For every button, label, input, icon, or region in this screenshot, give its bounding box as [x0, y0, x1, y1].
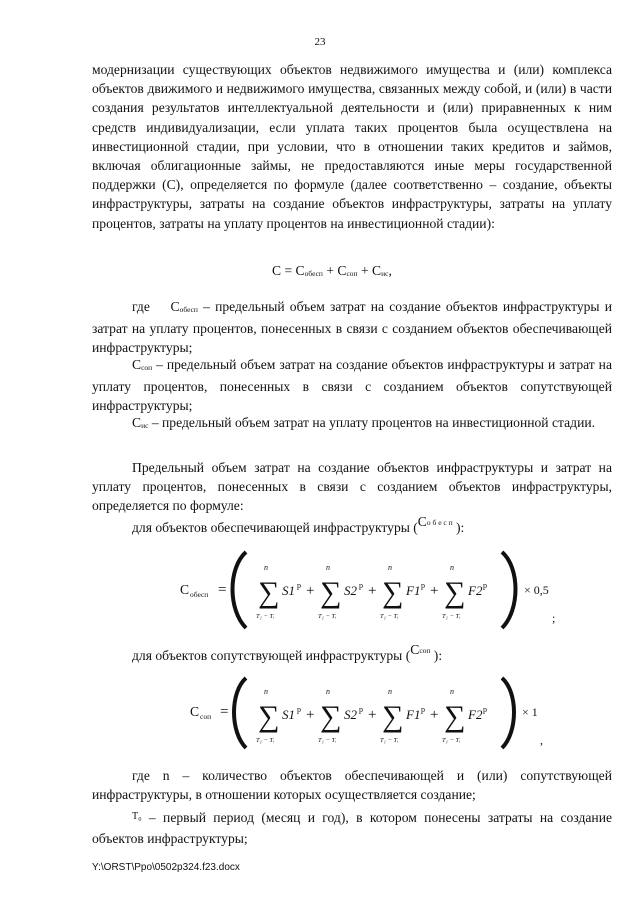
limit-paragraph: Предельный объем затрат на создание объектов инфраструктуры и затрат на уплату процентов, понесенных в связи с созданием объектов инфраструктуры, определяется по формуле:: [92, 460, 612, 514]
formula-obesp: [180, 546, 620, 634]
formula2-term-sup-0: p: [297, 705, 301, 714]
formula1-term-1: S2: [344, 583, 357, 598]
formula1-sum-upper-2: n: [388, 563, 392, 572]
definition-n: где n – количество объектов обеспечивающей и (или) сопутствующей инфраструктуры, в отношении которых осуществляется создание;: [92, 768, 612, 803]
formula2-sum-lower-1: T₁ − Tᵢ: [318, 737, 337, 744]
for-obesp-line: для объектов обеспечивающей инфраструктуры ($С^{о б е с п}$ ):: [132, 514, 465, 535]
page-number: 23: [314, 36, 326, 48]
formula1-term-sup-0: p: [297, 581, 301, 590]
formula2-term-sup-3: p: [483, 705, 487, 714]
formula2-sum-lower-3: T₁ − Tᵢ: [442, 737, 461, 744]
formula1-term-sup-3: p: [483, 581, 487, 590]
formula2-lhs: С: [190, 704, 200, 719]
formula1-mult: × 0,5: [524, 583, 549, 597]
formula2-sum-lower-2: T₁ − Tᵢ: [380, 737, 399, 744]
file-path-footer: Y:\ORST\Ppo\0502p324.f23.docx: [92, 862, 240, 873]
formula1-term-sup-1: p: [359, 581, 363, 590]
formula2-sum-lower-0: T₁ − Tᵢ: [256, 737, 275, 744]
formula1-right-paren: [502, 552, 516, 628]
formula2-sum-upper-0: n: [264, 687, 268, 696]
formula1-term-sup-2: p: [421, 581, 425, 590]
formula2-sum-upper-3: n: [450, 687, 454, 696]
formula1-plus-3: +: [430, 583, 439, 599]
formula2-lhs-sub: соп: [200, 712, 212, 721]
formula2-plus-1: +: [306, 707, 315, 723]
formula2-left-paren: [234, 678, 246, 748]
formula2-plus-3: +: [430, 707, 439, 723]
formula1-sum-lower-3: T₁ − Tᵢ: [442, 613, 461, 620]
formula1-term-2: F1: [406, 583, 421, 598]
formula1-sigma-0: ∑: [258, 576, 280, 609]
formula-sop: [190, 674, 610, 754]
formula2-tail: ,: [540, 733, 543, 747]
formula1-tail: ;: [552, 611, 556, 625]
formula1-sum-lower-1: T₁ − Tᵢ: [318, 613, 337, 620]
formula1-sum-upper-0: n: [264, 563, 268, 572]
definition-c-sop: Ссоп – предельный объем затрат на создание объектов инфраструктуры и затрат на уплату процентов, понесенных в связи с созданием объектов сопутствующей инфраструктуры;: [92, 357, 612, 414]
definition-t0: $^{T_0}$ – первый период (месяц и год), в котором понесены затраты на создание объектов инфраструктуры;: [92, 810, 612, 847]
formula1-term-0: S1: [282, 583, 295, 598]
intro-paragraph: модернизации существующих объектов недвижимого имущества и (или) комплекса объектов движимого и недвижимого имущества, связанных между собой, и (или) в части создания результатов интеллектуальной деятельности и (или) приравненных к ним средств индивидуализации, если уплата таких процентов была осуществлена на инвестиционной стадии, при условии, что в отношении таких кредитов и займов, включая облигационные займы, не предоставляются иные меры государственной поддержки (С), определяется по формуле (далее соответственно – создание, объекты инфраструктуры, затраты на создание объектов инфраструктуры, затраты на уплату процентов, затраты на уплату процентов на инвестиционной стадии):: [92, 62, 612, 231]
formula1-lhs: С: [180, 582, 190, 597]
formula1-sigma-3: ∑: [444, 576, 466, 609]
formula2-sigma-2: ∑: [382, 700, 404, 733]
formula2-right-paren: [502, 678, 514, 748]
formula1-term-3: F2: [468, 583, 483, 598]
formula2-eq: =: [220, 704, 229, 720]
formula2-term-1: S2: [344, 707, 357, 722]
formula2-term-sup-1: p: [359, 705, 363, 714]
formula2-sum-upper-1: n: [326, 687, 330, 696]
formula2-mult: × 1: [522, 705, 538, 719]
formula2-sigma-0: ∑: [258, 700, 280, 733]
formula1-sum-lower-0: T₁ − Tᵢ: [256, 613, 275, 620]
formula1-sum-upper-3: n: [450, 563, 454, 572]
formula2-term-0: S1: [282, 707, 295, 722]
formula1-eq: =: [218, 582, 227, 598]
formula1-left-paren: [233, 552, 247, 628]
definition-c-is: Сис – предельный объем затрат на уплату процентов на инвестиционной стадии.: [132, 415, 596, 430]
formula2-term-sup-2: p: [421, 705, 425, 714]
formula1-sum-lower-2: T₁ − Tᵢ: [380, 613, 399, 620]
formula1-sigma-1: ∑: [320, 576, 342, 609]
definition-c-obesp: где Собесп – предельный объем затрат на создание объектов инфраструктуры и затрат на уплату процентов, понесенных в связи с созданием объектов обеспечивающей инфраструктуры;: [92, 299, 613, 356]
formula2-sum-upper-2: n: [388, 687, 392, 696]
formula2-term-3: F2: [468, 707, 483, 722]
formula2-sigma-3: ∑: [444, 700, 466, 733]
formula2-term-2: F1: [406, 707, 421, 722]
main-formula: С = Собесп + Ссоп + Сис,: [272, 263, 392, 278]
formula1-plus-1: +: [306, 583, 315, 599]
formula2-plus-2: +: [368, 707, 377, 723]
formula1-sum-upper-1: n: [326, 563, 330, 572]
formula1-plus-2: +: [368, 583, 377, 599]
formula1-sigma-2: ∑: [382, 576, 404, 609]
formula1-lhs-sub: обесп: [190, 590, 209, 599]
for-sop-line: для объектов сопутствующей инфраструктуры ($С^{соп}$ ):: [132, 642, 443, 663]
formula2-sigma-1: ∑: [320, 700, 342, 733]
